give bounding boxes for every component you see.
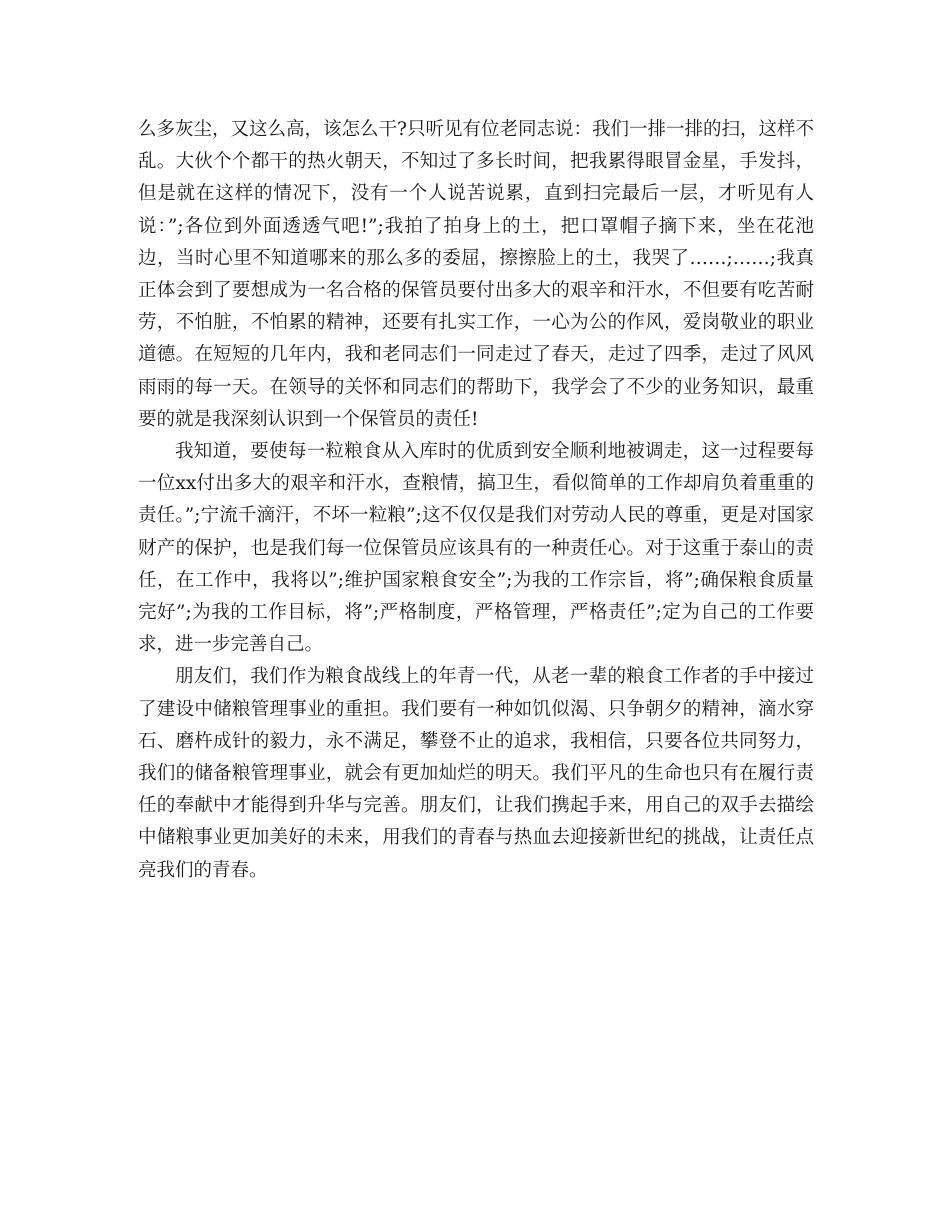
- paragraph-1: 么多灰尘，又这么高，该怎么干?只听见有位老同志说：我们一排一排的扫，这样不乱。大伙个个都干的热火朝天，不知过了多长时间，把我累得眼冒金星，手发抖，但是就在这样的情况下，没有一个人说苦说累，直到扫完最后一层，才听见有人说：”;各位到外面透透气吧!”;我拍了拍身上的土，把口罩帽子摘下来，坐在花池边，当时心里不知道哪来的那么多的委屈，擦擦脸上的土，我哭了……;……;我真正体会到了要想成为一名合格的保管员要付出多大的艰辛和汗水，不但要有吃苦耐劳，不怕脏，不怕累的精神，还要有扎实工作，一心为公的作风，爱岗敬业的职业道德。在短短的几年内，我和老同志们一同走过了春天，走过了四季，走过了风风雨雨的每一天。在领导的关怀和同志们的帮助下，我学会了不少的业务知识，最重要的就是我深刻认识到一个保管员的责任!: [138, 119, 814, 430]
- paragraph-3: 朋友们，我们作为粮食战线上的年青一代，从老一辈的粮食工作者的手中接过了建设中储粮管理事业的重担。我们要有一种如饥似渴、只争朝夕的精神，滴水穿石、磨杵成针的毅力，永不满足，攀登不止的追求，我相信，只要各位共同努力，我们的储备粮管理事业，就会有更加灿烂的明天。我们平凡的生命也只有在履行责任的奉献中才能得到升华与完善。朋友们，让我们携起手来，用自己的双手去描绘中储粮事业更加美好的未来，用我们的青春与热血去迎接新世纪的挑战，让责任点亮我们的青春。: [138, 666, 814, 881]
- paragraph-2: 我知道，要使每一粒粮食从入库时的优质到安全顺利地被调走，这一过程要每一位xx付出多大的艰辛和汗水，查粮情，搞卫生，看似简单的工作却肩负着重重的责任。”;宁流千滴汗，不坏一粒粮”;这不仅仅是我们对劳动人民的尊重，更是对国家财产的保护，也是我们每一位保管员应该具有的一种责任心。对于这重于泰山的责任，在工作中，我将以”;维护国家粮食安全”;为我的工作宗旨，将”;确保粮食质量完好”;为我的工作目标，将”;严格制度，严格管理，严格责任”;定为自己的工作要求，进一步完善自己。: [138, 441, 814, 656]
- document-body: [138, 114, 814, 887]
